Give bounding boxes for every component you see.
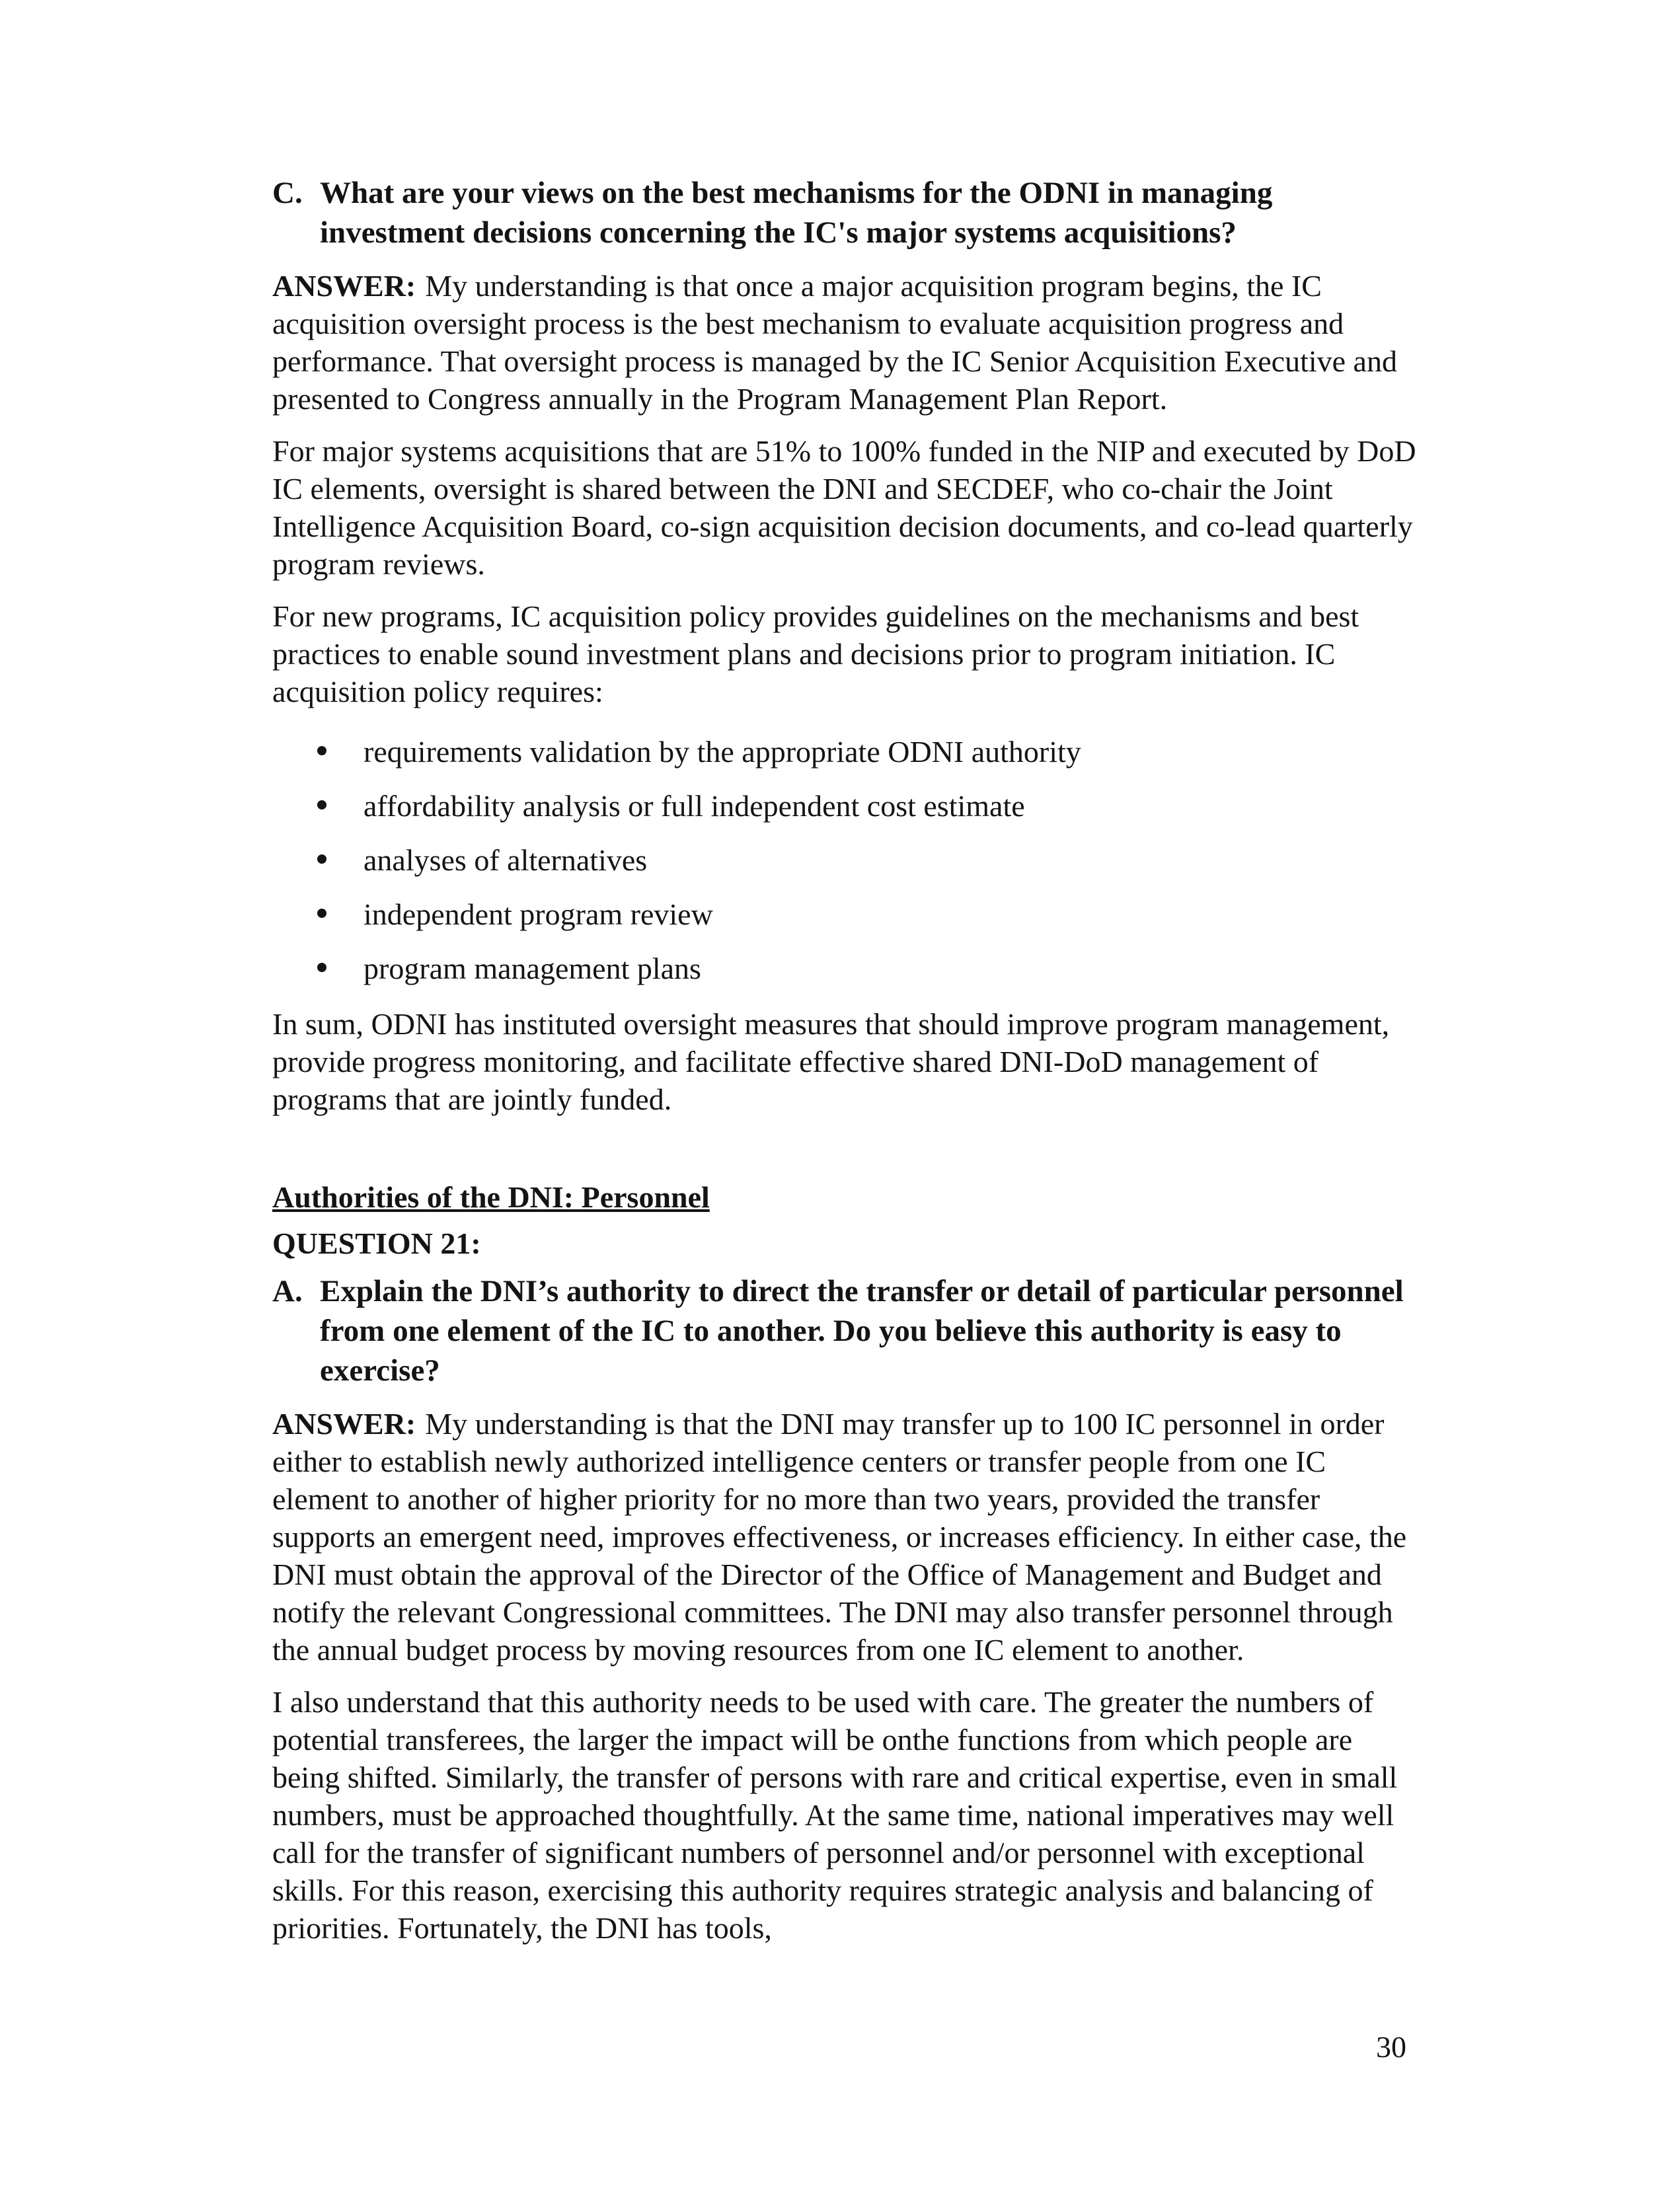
bullet-icon: [317, 746, 326, 755]
answer-a-paragraph-2: I also understand that this authority needs to be used with care. The greater the numbers of potential transferees, the larger the impact will be onthe functions from which people are being shifted. Similarly, the transfer of persons with rare and critical expertise, even in small numbers, must be approached thoughtfully. At the same time, national imperatives may well call for the transfer of significant numbers of personnel and/or personnel with exceptional skills. For this reason, exercising this authority requires strategic analysis and balancing of priorities. Fortunately, the DNI has tools,: [272, 1685, 1398, 1945]
question-a-heading: [272, 1271, 1422, 1390]
list-item: [272, 833, 1422, 887]
page-number: 30: [1376, 2030, 1406, 2064]
question-number: QUESTION 21:: [272, 1226, 481, 1260]
bullet-icon: [317, 963, 326, 972]
answer-c-paragraph-4: In sum, ODNI has instituted oversight measures that should improve program management, provide progress monitoring, and facilitate effective shared DNI-DoD management of programs that are jointly funded.: [272, 1007, 1390, 1116]
question-c-text: What are your views on the best mechanisms for the ODNI in managing investment decisions concerning the IC's major systems acquisitions?: [320, 176, 1273, 250]
question-a-letter: A.: [272, 1274, 303, 1308]
bullet-icon: [317, 854, 326, 864]
question-c-letter: C.: [272, 176, 303, 210]
question-a-text: Explain the DNI’s authority to direct the transfer or detail of particular personnel from one element of the IC to another. Do you believe this authority is easy to exercise?: [320, 1274, 1404, 1388]
section-title: Authorities of the DNI: Personnel: [272, 1180, 710, 1214]
list-item: [272, 887, 1422, 942]
list-item-text: independent program review: [363, 897, 713, 931]
list-item-text: analyses of alternatives: [363, 843, 648, 877]
list-item-text: requirements validation by the appropriate ODNI authority: [363, 735, 1081, 769]
answer-a-paragraph-1: [272, 1405, 1422, 1669]
list-item: [272, 725, 1422, 779]
bullet-icon: [317, 909, 326, 918]
policy-requirements-list: [272, 725, 1422, 996]
bullet-icon: [317, 800, 326, 810]
question-c-heading: [272, 173, 1422, 252]
document-page: [272, 173, 1422, 1961]
answer-label: ANSWER:: [272, 269, 416, 303]
answer-c-paragraph-2: For major systems acquisitions that are 51% to 100% funded in the NIP and executed by DoD IC elements, oversight is shared between the DNI and SECDEF, who co-chair the Joint Intelligence Acquisition Board, co-sign acquisition decision documents, and co-lead quarterly program reviews.: [272, 434, 1416, 581]
answer-c-paragraph-1: [272, 267, 1422, 418]
answer-a-text: My understanding is that the DNI may transfer up to 100 IC personnel in order either to establish newly authorized intelligence centers or transfer people from one IC element to another of higher priority for no more than two years, provided the transfer supports an emergent need, improves effectiveness, or increases efficiency. In either case, the DNI must obtain the approval of the Director of the Office of Management and Budget and notify the relevant Congressional committees. The DNI may also transfer personnel through the annual budget process by moving resources from one IC element to another.: [272, 1407, 1407, 1667]
list-item: [272, 942, 1422, 996]
list-item-text: affordability analysis or full independent cost estimate: [363, 789, 1025, 823]
list-item: [272, 779, 1422, 833]
answer-c-text: My understanding is that once a major acquisition program begins, the IC acquisition oversight process is the best mechanism to evaluate acquisition progress and performance. That oversight process is managed by the IC Senior Acquisition Executive and presented to Congress annually in the Program Management Plan Report.: [272, 269, 1397, 416]
list-item-text: program management plans: [363, 952, 701, 985]
answer-label: ANSWER:: [272, 1407, 416, 1441]
answer-c-paragraph-3: For new programs, IC acquisition policy provides guidelines on the mechanisms and best practices to enable sound investment plans and decisions prior to program initiation. IC acquisition policy requires:: [272, 599, 1359, 708]
